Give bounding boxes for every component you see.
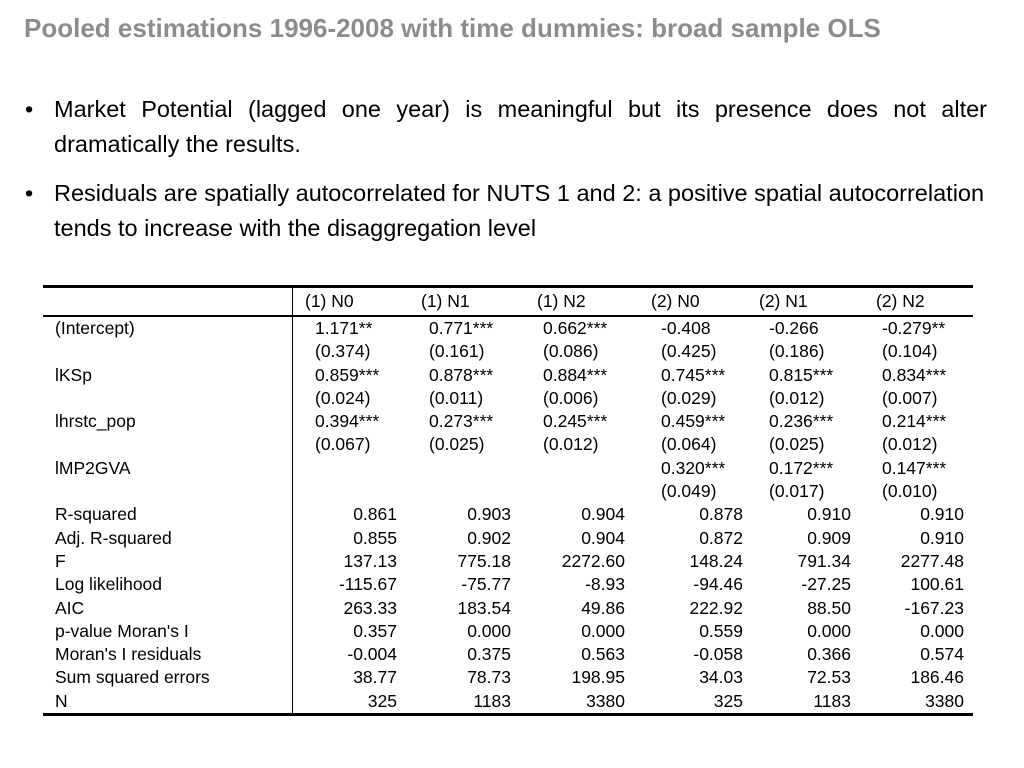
table-cell: 0.000: [920, 620, 964, 641]
bullet-text: Market Potential (lagged one year) is meaningful but its presence does not alter dramatically the results.: [54, 96, 987, 157]
table-cell: 0.563: [581, 644, 625, 665]
table-row: [43, 480, 973, 503]
table-cell: 0.910: [807, 504, 851, 525]
table-cell: (0.086): [543, 341, 599, 362]
table-row: [43, 317, 973, 340]
table-cell: 137.13: [343, 550, 397, 571]
table-cell: 0.273***: [429, 411, 494, 432]
table-cell: 148.24: [689, 550, 743, 571]
row-label: Adj. R-squared: [55, 527, 172, 548]
table-cell: 0.147***: [882, 457, 947, 478]
table-cell: 0.884***: [543, 364, 608, 385]
table-row: [43, 666, 973, 689]
table-row: [43, 387, 973, 410]
table-cell: 0.855: [353, 527, 397, 548]
table-cell: 0.214***: [882, 411, 947, 432]
column-header: (2) N0: [651, 291, 700, 311]
bullet-text: Residuals are spatially autocorrelated for NUTS 1 and 2: a positive spatial autocorrelation tends to increase with the disaggregation level: [54, 180, 985, 241]
table-row: [43, 573, 973, 596]
bullet-item: [24, 176, 987, 246]
table-cell: 72.53: [807, 667, 851, 688]
table-cell: 0.904: [581, 504, 625, 525]
table-cell: -167.23: [904, 597, 964, 618]
bullet-item: [24, 92, 987, 162]
table-cell: 49.86: [581, 597, 625, 618]
table-cell: (0.025): [769, 434, 825, 455]
table-row: [43, 527, 973, 550]
table-cell: 1183: [473, 690, 511, 711]
table-cell: (0.010): [882, 481, 938, 502]
table-row: [43, 597, 973, 620]
table-row: [43, 620, 973, 643]
table-cell: 0.872: [699, 527, 743, 548]
table-cell: 0.559: [699, 620, 743, 641]
table-cell: (0.025): [429, 434, 485, 455]
table-cell: 198.95: [571, 667, 625, 688]
table-body: [43, 317, 973, 713]
table-cell: 2277.48: [900, 550, 964, 571]
table-cell: 0.459***: [661, 411, 726, 432]
table-cell: (0.064): [661, 434, 717, 455]
bullet-dot-icon: •: [25, 180, 34, 206]
table-cell: -0.279**: [882, 318, 946, 338]
table-cell: 0.745***: [661, 364, 726, 385]
table-row: [43, 643, 973, 666]
column-header: (1) N2: [537, 291, 586, 311]
row-label: N: [55, 690, 68, 711]
table-cell: (0.011): [429, 387, 484, 408]
table-cell: (0.186): [769, 341, 825, 362]
table-cell: 0.394***: [315, 411, 380, 432]
row-label: lhrstc_pop: [55, 411, 136, 432]
table-cell: -8.93: [585, 574, 625, 595]
column-header: (1) N1: [421, 291, 470, 311]
table-cell: 0.000: [581, 620, 625, 641]
table-cell: 775.18: [457, 550, 511, 571]
table-cell: 0.910: [920, 527, 964, 548]
row-label: R-squared: [55, 504, 137, 525]
table-cell: 100.61: [910, 574, 964, 595]
table-cell: 0.366: [807, 644, 851, 665]
table-cell: 0.357: [353, 620, 397, 641]
table-cell: 1.171**: [315, 318, 373, 338]
table-cell: (0.012): [769, 387, 825, 408]
table-cell: (0.029): [661, 387, 717, 408]
table-cell: 325: [713, 690, 743, 711]
table-cell: (0.161): [429, 341, 485, 362]
table-cell: (0.104): [882, 341, 938, 362]
table-cell: 0.834***: [882, 364, 947, 385]
table-cell: (0.425): [661, 341, 717, 362]
table-row: [43, 433, 973, 456]
table-cell: -27.25: [801, 574, 851, 595]
table-cell: 0.236***: [769, 411, 834, 432]
table-cell: 0.815***: [769, 364, 834, 385]
table-cell: (0.006): [543, 387, 599, 408]
table-cell: 0.878***: [429, 364, 494, 385]
slide-title: Pooled estimations 1996-2008 with time dummies: broad sample OLS: [24, 13, 881, 43]
table-cell: (0.012): [543, 434, 599, 455]
regression-table: [43, 285, 973, 716]
row-label: Log likelihood: [55, 574, 163, 595]
table-cell: 34.03: [699, 667, 743, 688]
row-label: lKSp: [55, 364, 92, 385]
table-row: [43, 690, 973, 713]
table-cell: 0.902: [467, 527, 511, 548]
table-cell: 0.903: [467, 504, 511, 525]
table-row: [43, 410, 973, 433]
row-label: p-value Moran's I: [55, 620, 189, 641]
table-cell: 263.33: [343, 597, 397, 618]
table-cell: (0.067): [315, 434, 371, 455]
table-cell: (0.017): [769, 481, 825, 502]
table-cell: 0.320***: [661, 457, 726, 478]
table-cell: -0.266: [769, 318, 819, 338]
table-cell: 183.54: [457, 597, 511, 618]
table-cell: 222.92: [689, 597, 743, 618]
column-header: (2) N1: [759, 291, 808, 311]
table-cell: 1183: [813, 690, 851, 711]
bullet-list: [24, 92, 987, 260]
row-label: Sum squared errors: [55, 667, 210, 688]
table-cell: 0.000: [467, 620, 511, 641]
row-label: lMP2GVA: [55, 457, 131, 478]
table-cell: 3380: [586, 690, 625, 711]
table-cell: 0.910: [920, 504, 964, 525]
table-cell: 88.50: [807, 597, 851, 618]
table-cell: (0.012): [882, 434, 938, 455]
table-cell: 0.574: [920, 644, 964, 665]
table-cell: 0.909: [807, 527, 851, 548]
table-cell: 3380: [925, 690, 964, 711]
table-row: [43, 340, 973, 363]
table-cell: 38.77: [353, 667, 397, 688]
table-cell: (0.374): [315, 341, 371, 362]
table-cell: 0.878: [699, 504, 743, 525]
table-cell: (0.007): [882, 387, 938, 408]
table-bottom-rule: [43, 713, 973, 716]
table-cell: 2272.60: [561, 550, 625, 571]
row-label: (Intercept): [55, 318, 135, 338]
table-cell: 0.662***: [543, 318, 608, 338]
table-cell: -0.058: [693, 644, 743, 665]
table-cell: 0.375: [467, 644, 511, 665]
table-cell: -75.77: [461, 574, 511, 595]
table-cell: 0.904: [581, 527, 625, 548]
table-cell: -94.46: [693, 574, 743, 595]
table-row: [43, 550, 973, 573]
table-cell: 0.000: [807, 620, 851, 641]
table-cell: -0.004: [347, 644, 397, 665]
table-cell: (0.049): [661, 481, 717, 502]
table-cell: 0.861: [353, 504, 397, 525]
table-row: [43, 457, 973, 480]
table-row: [43, 364, 973, 387]
column-header: (2) N2: [876, 291, 925, 311]
row-label: Moran's I residuals: [55, 644, 202, 665]
table-row: [43, 503, 973, 526]
column-header: (1) N0: [305, 291, 354, 311]
table-cell: 78.73: [467, 667, 511, 688]
table-cell: 0.172***: [769, 457, 834, 478]
table-cell: 0.859***: [315, 364, 380, 385]
table-cell: -115.67: [338, 574, 397, 595]
bullet-dot-icon: •: [25, 96, 34, 122]
table-cell: 0.771***: [429, 318, 494, 338]
table-header-row: [43, 288, 973, 315]
table-cell: (0.024): [315, 387, 371, 408]
table-cell: 186.46: [910, 667, 964, 688]
table-cell: 791.34: [797, 550, 851, 571]
row-label: F: [55, 550, 66, 571]
row-label: AIC: [55, 597, 85, 618]
table-cell: 325: [367, 690, 397, 711]
table-cell: 0.245***: [543, 411, 608, 432]
table-cell: -0.408: [661, 318, 711, 338]
